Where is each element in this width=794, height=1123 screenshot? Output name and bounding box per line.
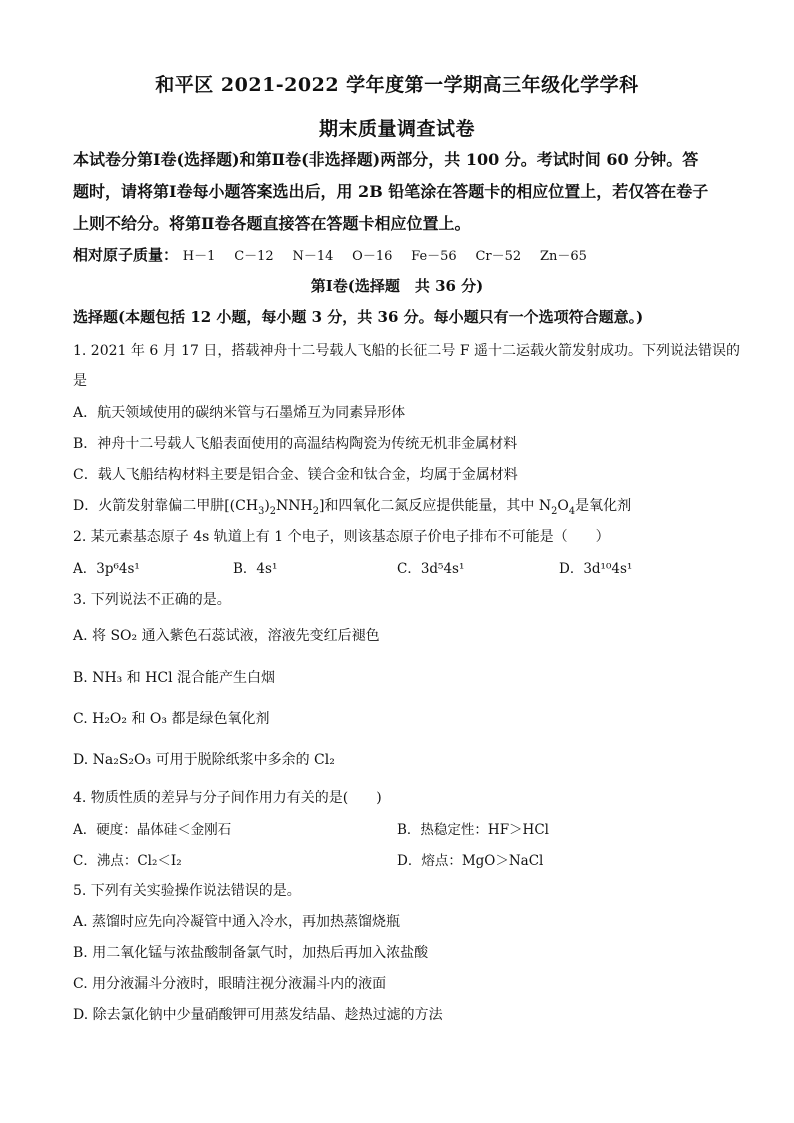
q3-option-d: D. Na₂S₂O₃ 可用于脱除纸浆中多余的 Cl₂ xyxy=(73,752,335,768)
q5-option-a: A. 蒸馏时应先向冷凝管中通入冷水，再加热蒸馏烧瓶 xyxy=(73,914,401,930)
exam-instructions: 本试卷分第Ⅰ卷(选择题)和第Ⅱ卷(非选择题)两部分，共 100 分。考试时间 60 分钟。答题时，请将第Ⅰ卷每小题答案选出后，用 2B 铅笔涂在答题卡的相应位置上，若仅答在卷子上则不给分。将第Ⅱ卷各题直接答在答题卡相应位置上。 xyxy=(73,150,709,233)
q1-option-c: C．载人飞船结构材料主要是铝合金、镁合金和钛合金，均属于金属材料 xyxy=(73,467,518,483)
q2-option-a: A．3p⁶4s¹ xyxy=(73,561,140,577)
q5-option-d: D. 除去氯化钠中少量硝酸钾可用蒸发结晶、趁热过滤的方法 xyxy=(73,1007,443,1023)
subscript: 2 xyxy=(551,505,558,517)
q1-d-part: O xyxy=(557,498,569,514)
section-heading: 第Ⅰ卷(选择题 共 36 分) xyxy=(310,277,484,295)
q1-option-b: B．神舟十二号载人飞船表面使用的高温结构陶瓷为传统无机非金属材料 xyxy=(73,436,518,452)
q1-d-part: ]和四氧化二氮反应提供能量，其中 N xyxy=(318,498,552,514)
q4-stem: 4. 物质性质的差异与分子间作用力有关的是( ) xyxy=(73,790,382,806)
atomic-mass-label: 相对原子质量： xyxy=(73,246,179,264)
q3-stem: 3. 下列说法不正确的是。 xyxy=(73,592,231,608)
q2-option-c: C．3d⁵4s¹ xyxy=(397,561,465,577)
q1-stem-line2: 是 xyxy=(73,373,87,389)
q4-option-b: B．热稳定性：HF＞HCl xyxy=(397,822,549,838)
atomic-mass-item: Zn－65 xyxy=(539,249,587,264)
q1-option-d xyxy=(73,495,631,517)
q1-option-a: A．航天领域使用的碳纳米管与石墨烯互为同素异形体 xyxy=(73,405,406,421)
q2-option-d: D．3d¹⁰4s¹ xyxy=(559,561,633,577)
exam-title-line2: 期末质量调查试卷 xyxy=(318,118,475,140)
q5-option-c: C. 用分液漏斗分液时，眼睛注视分液漏斗内的液面 xyxy=(73,976,387,992)
section-instruction: 选择题(本题包括 12 小题，每小题 3 分，共 36 分。每小题只有一个选项符合题意。) xyxy=(73,308,644,326)
atomic-mass-line xyxy=(73,244,601,265)
q2-stem: 2. 某元素基态原子 4s 轨道上有 1 个电子，则该基态原子价电子排布不可能是（ ） xyxy=(73,529,610,545)
q1-d-part: ) xyxy=(264,498,270,514)
q3-option-b: B. NH₃ 和 HCl 混合能产生白烟 xyxy=(73,670,276,686)
q4-option-c: C．沸点：Cl₂＜I₂ xyxy=(73,853,182,869)
q5-stem: 5. 下列有关实验操作说法错误的是。 xyxy=(73,883,301,899)
q3-option-c: C. H₂O₂ 和 O₃ 都是绿色氧化剂 xyxy=(73,711,270,727)
atomic-mass-item: H－1 xyxy=(182,249,216,264)
subscript: 2 xyxy=(269,505,277,517)
q1-d-part: NNH xyxy=(276,498,313,514)
q2-option-b: B．4s¹ xyxy=(233,561,278,577)
exam-title-line1: 和平区 2021-2022 学年度第一学期高三年级化学学科 xyxy=(155,74,639,96)
q1-d-part: D．火箭发射靠偏二甲肼[(CH xyxy=(73,498,259,514)
q1-d-part: 是氧化剂 xyxy=(575,498,632,514)
subscript: 2 xyxy=(312,505,319,517)
atomic-mass-item: O－16 xyxy=(352,249,393,264)
atomic-mass-item: Fe－56 xyxy=(411,249,457,264)
q5-option-b: B. 用二氧化锰与浓盐酸制备氯气时，加热后再加入浓盐酸 xyxy=(73,945,429,961)
q4-option-d: D．熔点：MgO＞NaCl xyxy=(397,853,544,869)
subscript: 3 xyxy=(258,505,265,517)
atomic-mass-item: N－14 xyxy=(292,249,334,264)
atomic-mass-item: C－12 xyxy=(234,249,274,264)
atomic-mass-item: Cr－52 xyxy=(475,249,522,264)
subscript: 4 xyxy=(568,505,576,517)
q4-option-a: A．硬度：晶体硅＜金刚石 xyxy=(73,822,232,838)
q1-stem-line1: 1. 2021 年 6 月 17 日，搭载神舟十二号载人飞船的长征二号 F 遥十二运载火箭发射成功。下列说法错误的 xyxy=(73,343,741,359)
q3-option-a: A. 将 SO₂ 通入紫色石蕊试液，溶液先变红后褪色 xyxy=(73,628,380,644)
